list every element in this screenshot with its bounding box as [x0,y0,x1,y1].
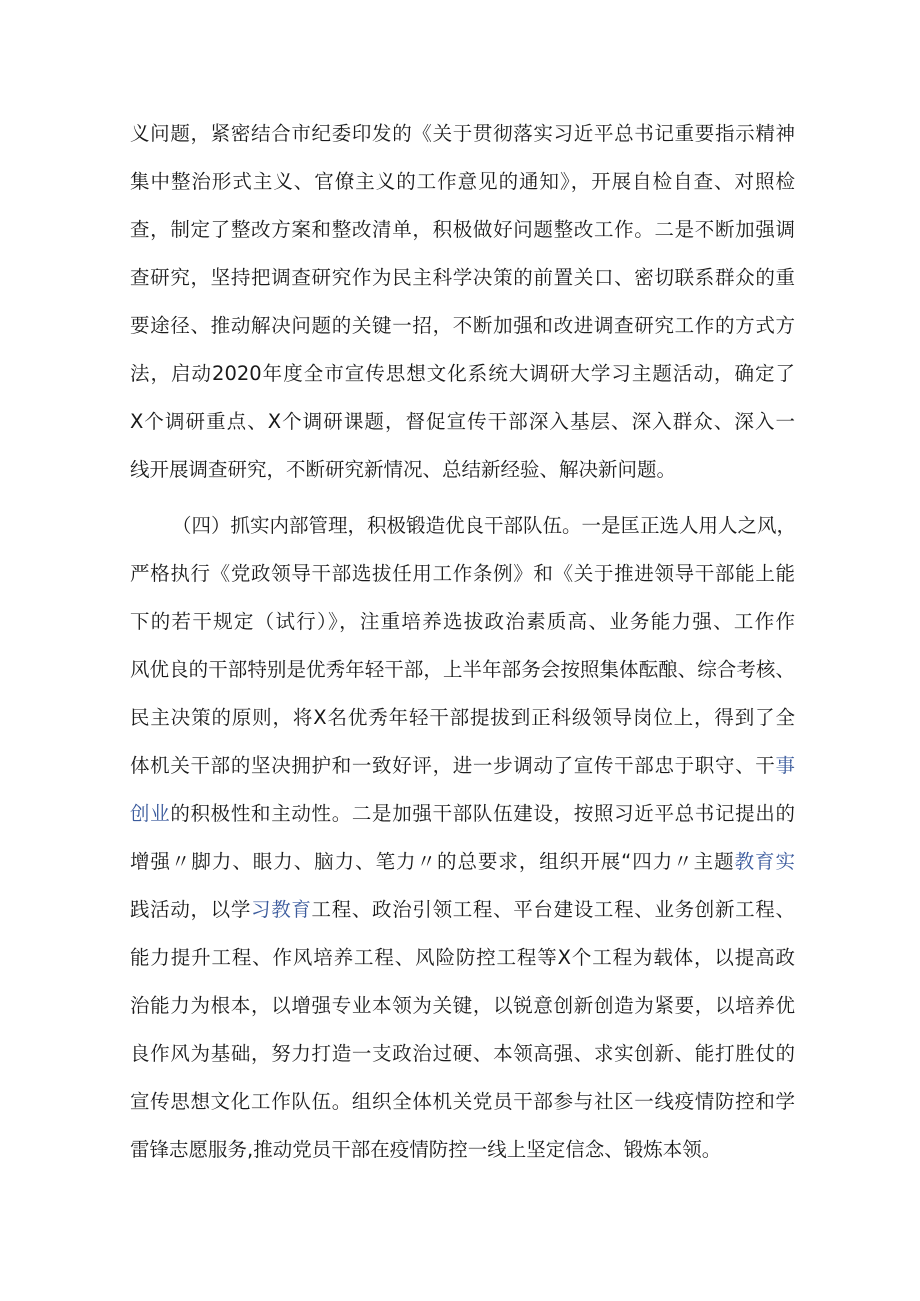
paragraph-line: 法，启动2020年度全市宣传思想文化系统大调研大学习主题活动，确定了 [130,362,795,385]
line-text: 工程、政治引领工程、平台建设工程、业务创新工程、 [311,898,795,921]
paragraph-line: 线开展调查研究，不断研究新情况、总结新经验、解决新问题。 [130,458,677,481]
paragraph-line: 严格执行《党政领导干部选拔任用工作条例》和《关于推进领导干部能上能 [130,562,795,585]
paragraph-line: 查，制定了整改方案和整改清单，积极做好问题整改工作。二是不断加强调 [130,218,795,241]
paragraph-line: 良作风为基础，努力打造一支政治过硬、本领高强、求实创新、能打胜仗的 [130,1042,795,1065]
line-text: 践活动，以学 [130,898,252,921]
paragraph-line: 集中整治形式主义、官僚主义的工作意见的通知》，开展自检自查、对照检 [130,170,795,193]
paragraph-line [130,842,795,882]
highlighted-text: 创业 [130,802,171,825]
paragraph-line: 民主决策的原则，将X名优秀年轻干部提拔到正科级领导岗位上，得到了全 [130,706,795,729]
paragraph-line: 治能力为根本，以增强专业本领为关键，以锐意创新创造为紧要，以培养优 [130,994,795,1017]
paragraph-line: 查研究，坚持把调查研究作为民主科学决策的前置关口、密切联系群众的重 [130,266,795,289]
section-heading-line: （四）抓实内部管理，积极锻造优良干部队伍。一是匡正选人用人之风， [172,514,797,537]
paragraph-line: 要途径、推动解决问题的关键一招，不断加强和改进调查研究工作的方式方 [130,314,795,337]
paragraph-line [130,746,795,786]
highlighted-text: 教育实 [734,850,795,873]
paragraph-line: 义问题，紧密结合市纪委印发的《关于贯彻落实习近平总书记重要指示精神 [130,122,795,145]
paragraph-line: X个调研重点、X个调研课题，督促宣传干部深入基层、深入群众、深入一 [130,410,795,433]
highlighted-text: 事 [775,754,795,777]
line-text: 体机关干部的坚决拥护和一致好评，进一步调动了宣传干部忠于职守、干 [130,754,776,777]
paragraph-line: 能力提升工程、作风培养工程、风险防控工程等X个工程为载体，以提高政 [130,946,795,969]
line-text: 的积极性和主动性。二是加强干部队伍建设，按照习近平总书记提出的 [170,802,795,825]
paragraph-line: 下的若干规定（试行）》，注重培养选拔政治素质高、业务能力强、工作作 [130,610,795,633]
paragraph-line: 宣传思想文化工作队伍。组织全体机关党员干部参与社区一线疫情防控和学 [130,1090,795,1113]
paragraph-line: 雷锋志愿服务,推动党员干部在疫情防控一线上坚定信念、锻炼本领。 [130,1138,722,1161]
paragraph-line [130,890,795,930]
highlighted-text: 习教育 [251,898,312,921]
paragraph-line: 风优良的干部特别是优秀年轻干部，上半年部务会按照集体酝酿、综合考核、 [130,658,795,681]
line-text: 增强〃脚力、眼力、脑力、笔力〃的总要求，组织开展“四力〃主题 [130,850,735,873]
paragraph-line [130,794,795,834]
